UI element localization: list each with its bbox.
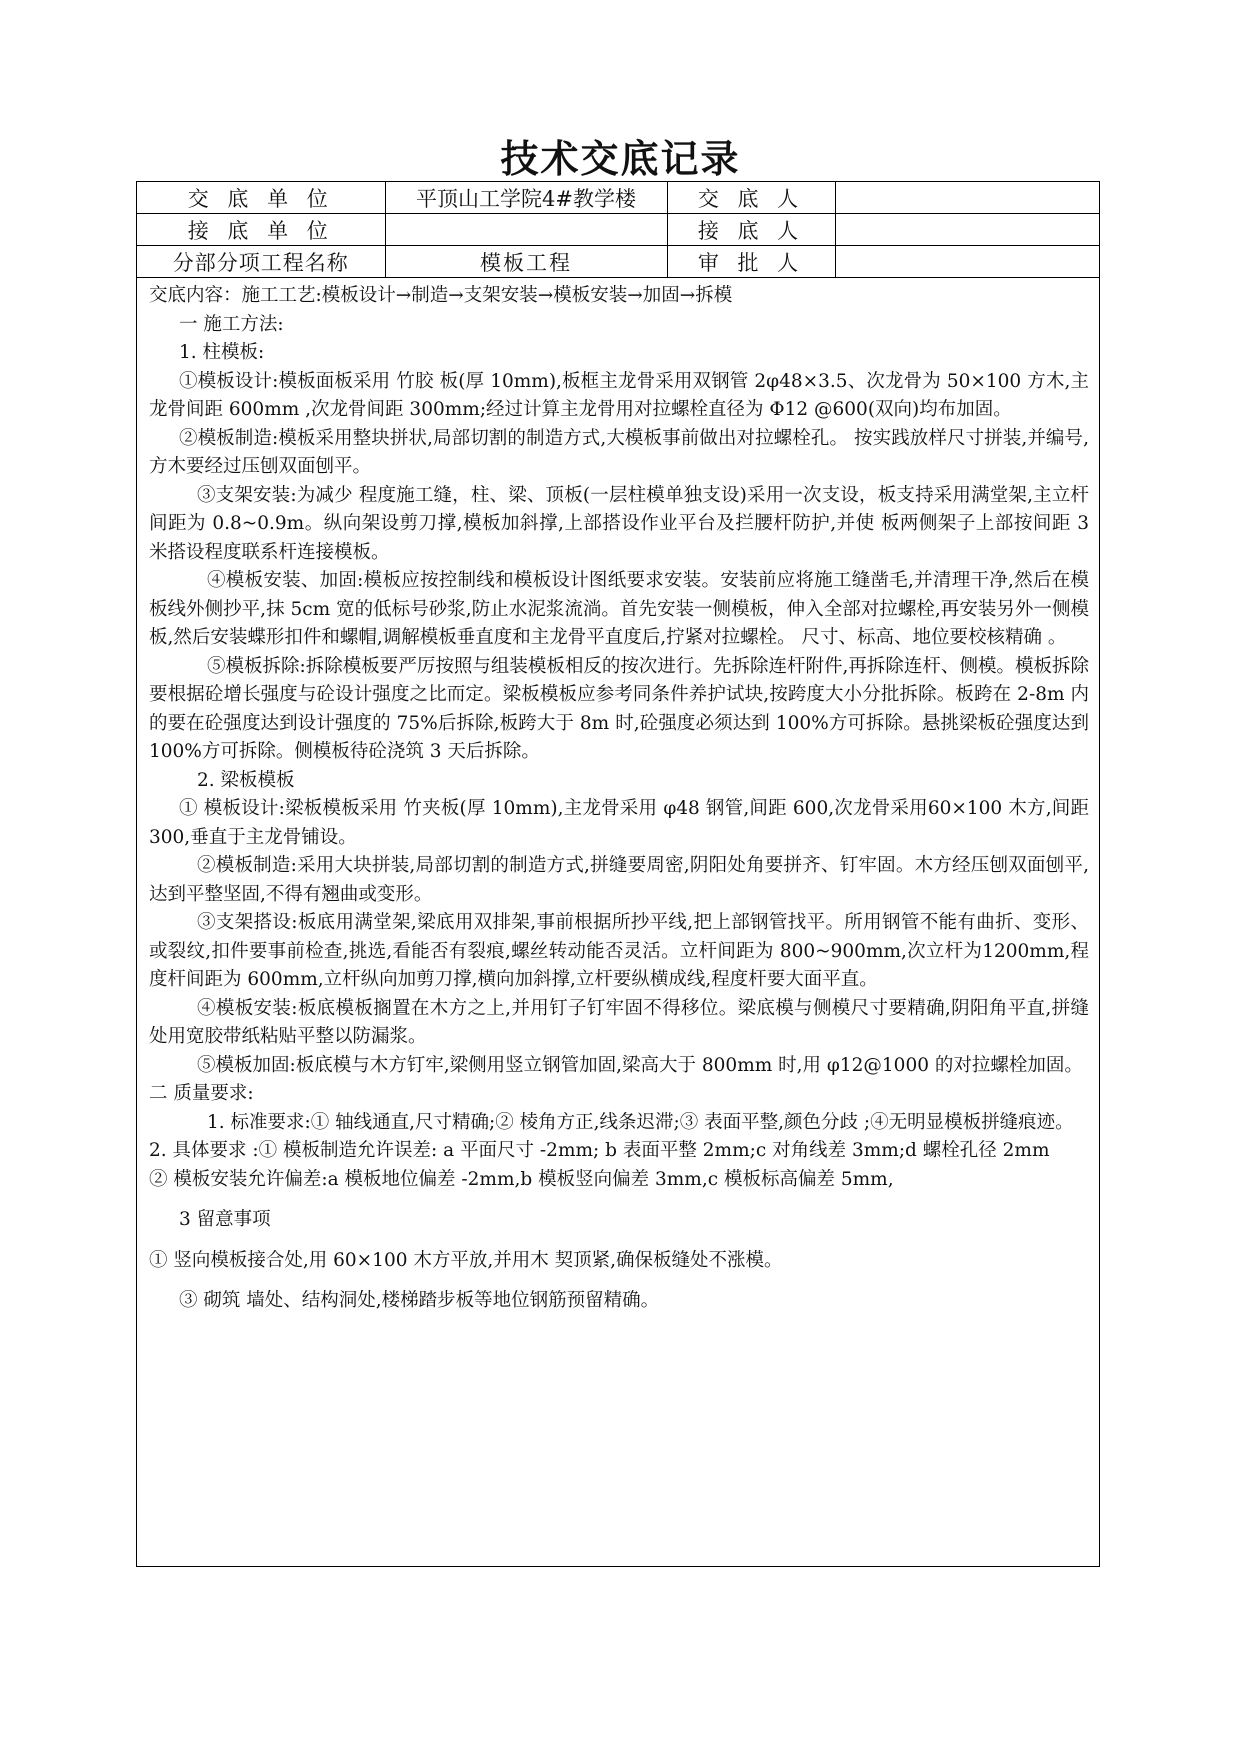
paragraph: ②模板制造:采用大块拼装,局部切割的制造方式,拼缝要周密,阴阳处角要拼齐、钉牢固。木方经压刨双面刨平,达到平整坚固,不得有翘曲或变形。	[149, 855, 1089, 905]
label-approver: 审 批 人	[667, 246, 835, 278]
paragraph: ③ 砌筑 墙处、结构洞处,楼梯踏步板等地位钢筋预留精确。	[179, 1290, 660, 1311]
value-handover-person	[835, 182, 1099, 214]
section-heading: 二 质量要求:	[149, 1083, 254, 1104]
paragraph: ⑤模板加固:板底模与木方钉牢,梁侧用竖立钢管加固,梁高大于 800mm 时,用 φ12@1000 的对拉螺栓加固。	[197, 1054, 1083, 1076]
label-handover-person: 交 底 人	[667, 182, 835, 214]
value-receiving-unit	[385, 214, 667, 246]
paragraph: ② 模板安装允许偏差:a 模板地位偏差 -2mm,b 模板竖向偏差 3mm,c 模板标高偏差 5mm,	[149, 1168, 894, 1190]
header-row	[137, 214, 1099, 246]
document-title: 技术交底记录	[500, 136, 741, 181]
paragraph: ④模板安装:板底模板搁置在木方之上,并用钉子钉牢固不得移位。梁底模与侧模尺寸要精确,阴阳角平直,拼缝处用宽胶带纸粘贴平整以防漏浆。	[149, 997, 1089, 1047]
handover-content	[137, 278, 1099, 1316]
subsection-heading: 2. 梁板模板	[197, 769, 295, 791]
subsection-heading: 1. 柱模板:	[179, 342, 265, 363]
value-approver	[835, 246, 1099, 278]
value-receiving-person	[835, 214, 1099, 246]
header-row	[137, 182, 1099, 214]
value-handover-unit: 平顶山工学院4#教学楼	[385, 182, 667, 214]
paragraph: ①模板设计:模板面板采用 竹胶 板(厚 10mm),板框主龙骨采用双钢管 2φ48×3.5、次龙骨为 50×100 方木,主龙骨间距 600mm ,次龙骨间距 300mm;经过计算主龙骨用对拉螺栓直径为 Φ12 @600(双向)均布加固。	[149, 370, 1089, 420]
content-intro: 交底内容：施工工艺:模板设计→制造→支架安装→模板安装→加固→拆模	[149, 285, 733, 306]
paragraph: 1. 标准要求:① 轴线通直,尺寸精确;② 棱角方正,线条迟滞;③ 表面平整,颜色分歧 ;④无明显模板拼缝痕迹。	[207, 1111, 1074, 1133]
paragraph: ③支架安装:为减少 程度施工缝，柱、梁、顶板(一层柱模单独支设)采用一次支设，板支持采用满堂架,主立杆间距为 0.8~0.9m。纵向架设剪刀撑,模板加斜撑,上部搭设作业平台及拦腰杆防护,并使 板两侧架子上部按间距 3 米搭设程度联系杆连接模板。	[149, 484, 1089, 563]
paragraph: ⑤模板拆除:拆除模板要严厉按照与组装模板相反的按次进行。先拆除连杆附件,再拆除连杆、侧模。模板拆除要根据砼增长强度与砼设计强度之比而定。梁板模板应参考同条件养护试块,按跨度大小分批拆除。板跨在 2-8m 内的要在砼强度达到设计强度的 75%后拆除,板跨大于 8m 时,砼强度必须达到 100%方可拆除。悬挑梁板砼强度达到 100%方可拆除。侧模板待砼浇筑 3 天后拆除。	[149, 655, 1089, 762]
paragraph: ① 模板设计:梁板模板采用 竹夹板(厚 10mm),主龙骨采用 φ48 钢管,间距 600,次龙骨采用60×100 木方,间距 300,垂直于主龙骨铺设。	[149, 798, 1089, 848]
label-project-name: 分部分项工程名称	[137, 246, 385, 278]
paragraph: ③支架搭设:板底用满堂架,梁底用双排架,事前根据所抄平线,把上部钢管找平。所用钢管不能有曲折、变形、或裂纹,扣件要事前检查,挑选,看能否有裂痕,螺丝转动能否灵活。立杆间距为 800~900mm,次立杆为1200mm,程度杆间距为 600mm,立杆纵向加剪刀撑,横向加斜撑,立杆要纵横成线,程度杆要大面平直。	[149, 912, 1089, 990]
paragraph: 2. 具体要求 :① 模板制造允许误差: a 平面尺寸 -2mm; b 表面平整 2mm;c 对角线差 3mm;d 螺栓孔径 2mm	[149, 1140, 1050, 1161]
paragraph: ②模板制造:模板采用整块拼状,局部切割的制造方式,大模板事前做出对拉螺栓孔。 按实践放样尺寸拼装,并编号,方木要经过压刨双面刨平。	[149, 427, 1089, 477]
header-table	[137, 182, 1099, 278]
header-row	[137, 246, 1099, 278]
paragraph: ① 竖向模板接合处,用 60×100 木方平放,并用木 契顶紧,确保板缝处不涨模。	[149, 1249, 783, 1271]
record-frame	[136, 181, 1100, 1567]
section-heading: 一 施工方法:	[179, 313, 284, 335]
value-project-name: 模板工程	[385, 246, 667, 278]
paragraph: ④模板安装、加固:模板应按控制线和模板设计图纸要求安装。安装前应将施工缝凿毛,并清理干净,然后在模板线外侧抄平,抹 5cm 宽的低标号砂浆,防止水泥浆流淌。首先安装一侧模板，伸入全部对拉螺栓,再安装另外一侧模板,然后安装蝶形扣件和螺帽,调解模板垂直度和主龙骨平直度后,拧紧对拉螺栓。 尺寸、标高、地位要校核精确 。	[149, 570, 1089, 648]
label-receiving-person: 接 底 人	[667, 214, 835, 246]
section-heading: 3 留意事项	[179, 1209, 271, 1230]
label-handover-unit: 交 底 单 位	[137, 182, 385, 214]
label-receiving-unit: 接 底 单 位	[137, 214, 385, 246]
